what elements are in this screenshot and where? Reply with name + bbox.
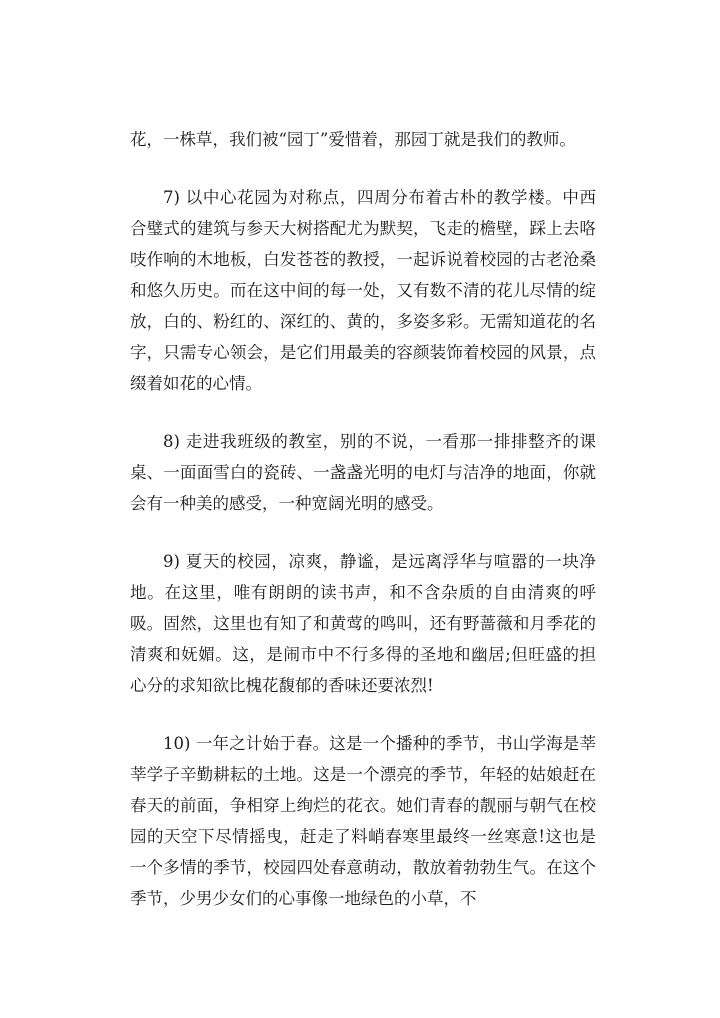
document-body bbox=[130, 124, 596, 914]
paragraph-8: 8) 走进我班级的教室，别的不说，一看那一排排整齐的课桌、一面面雪白的瓷砖、一盏盏光明的电灯与洁净的地面，你就会有一种美的感受，一种宽阔光明的感受。 bbox=[130, 432, 596, 513]
paragraph-9: 9) 夏天的校园，凉爽，静谧，是远离浮华与喧嚣的一块净地。在这里，唯有朗朗的读书声，和不含杂质的自由清爽的呼吸。固然，这里也有知了和黄莺的鸣叫，还有野蔷薇和月季花的清爽和妩媚。这，是闹市中不行多得的圣地和幽居;但旺盛的担心分的求知欲比槐花馥郁的香味还要浓烈! bbox=[130, 552, 596, 695]
paragraph-continuation: 花，一株草，我们被“园丁”爱惜着，那园丁就是我们的教师。 bbox=[130, 130, 576, 149]
paragraph-10: 10) 一年之计始于春。这是一个播种的季节，书山学海是莘莘学子辛勤耕耘的土地。这是一个漂亮的季节，年轻的姑娘赶在春天的前面，争相穿上绚烂的花衣。她们青春的靓丽与朝气在校园的天空下尽情摇曳，赶走了料峭春寒里最终一丝寒意!这也是一个多情的季节，校园四处春意萌动，散放着勃勃生气。在这个季节，少男少女们的心事像一地绿色的小草，不 bbox=[130, 734, 596, 908]
paragraph-7: 7) 以中心花园为对称点，四周分布着古朴的教学楼。中西合璧式的建筑与参天大树搭配尤为默契，飞走的檐壁，踩上去咯吱作响的木地板，白发苍苍的教授，一起诉说着校园的古老沧桑和悠久历史。而在这中间的每一处，又有数不清的花儿尽情的绽放，白的、粉红的、深红的、黄的，多姿多彩。无需知道花的名字，只需专心领会，是它们用最美的容颜装饰着校园的风景，点缀着如花的心情。 bbox=[130, 188, 596, 393]
